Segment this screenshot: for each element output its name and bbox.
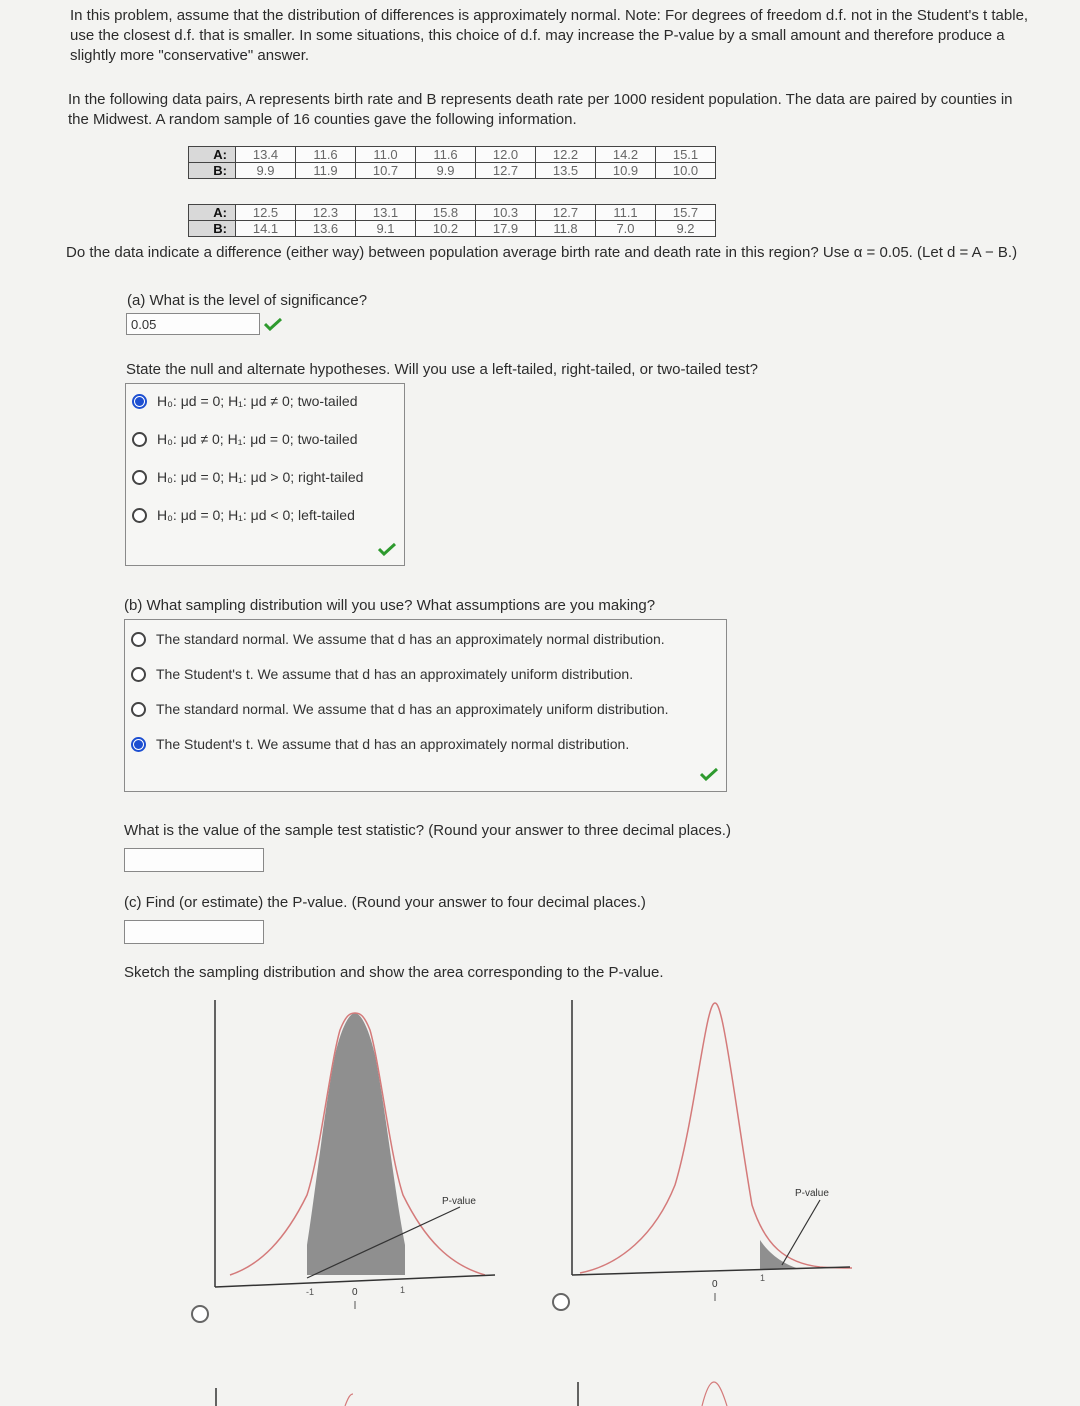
- table-cell: 11.6: [416, 147, 476, 163]
- table-cell: 12.2: [536, 147, 596, 163]
- option-label: The Student's t. We assume that d has an approximately uniform distribution.: [156, 666, 634, 682]
- test-statistic-input[interactable]: [124, 848, 264, 872]
- sampling-graph-1: [190, 995, 510, 1325]
- tick-label: 1: [760, 1273, 766, 1283]
- radio-button[interactable]: [131, 702, 146, 717]
- option-label: The standard normal. We assume that d has an approximately normal distribution.: [156, 631, 665, 647]
- significance-input[interactable]: 0.05: [126, 313, 260, 335]
- table-cell: 9.1: [356, 221, 416, 237]
- radio-button-selected[interactable]: [132, 394, 147, 409]
- tick-label: 0: [712, 1279, 718, 1290]
- context-text: In the following data pairs, A represents birth rate and B represents death rate per 1000 resident population. The data are paired by counties in the Midwest. A random sample of 16 counties gave the following information.: [68, 91, 1013, 128]
- table-cell: 9.9: [236, 163, 296, 179]
- distribution-option-2[interactable]: [131, 666, 633, 682]
- question-text: Do the data indicate a difference (either way) between population average birth rate and death rate in this region? Use α = 0.05. (Let d = A − B.): [66, 244, 1018, 261]
- option-label: H₀: μd = 0; H₁: μd ≠ 0; two-tailed: [157, 393, 358, 409]
- table-cell: 10.9: [596, 163, 656, 179]
- row-label-b: B:: [189, 221, 236, 237]
- distribution-option-3[interactable]: [131, 701, 669, 717]
- table-cell: 10.0: [656, 163, 716, 179]
- distribution-option-1[interactable]: [131, 631, 665, 647]
- option-label: The standard normal. We assume that d has an approximately uniform distribution.: [156, 701, 669, 717]
- table-cell: 15.8: [416, 205, 476, 221]
- table-cell: 14.1: [236, 221, 296, 237]
- table-cell: 15.7: [656, 205, 716, 221]
- test-statistic-prompt: What is the value of the sample test statistic? (Round your answer to three decimal places.): [124, 822, 731, 839]
- graph-2-radio[interactable]: [552, 1293, 570, 1311]
- x-axis: [572, 1267, 850, 1275]
- part-b-prompt: (b) What sampling distribution will you use? What assumptions are you making?: [124, 597, 656, 614]
- table-cell: 12.3: [296, 205, 356, 221]
- table-cell: 13.6: [296, 221, 356, 237]
- hypothesis-option-4[interactable]: [132, 507, 355, 523]
- table-cell: 12.7: [536, 205, 596, 221]
- shaded-region: [307, 1013, 405, 1275]
- intro-text: In this problem, assume that the distribution of differences is approximately normal. Note: For degrees of freedom d.f. not in the Student's t table, use the closest d.f. that is smaller. In some situations, this choice of d.f. may increase the P-value by a small amount and therefore produce a slightly more "conservative" answer.: [70, 7, 1029, 64]
- hypothesis-option-2[interactable]: [132, 431, 357, 447]
- table-cell: 14.2: [596, 147, 656, 163]
- graph-1-radio[interactable]: [191, 1305, 209, 1323]
- table-cell: 9.9: [416, 163, 476, 179]
- table-cell: 11.6: [296, 147, 356, 163]
- table-cell: 11.1: [596, 205, 656, 221]
- p-value-input[interactable]: [124, 920, 264, 944]
- sketch-prompt: Sketch the sampling distribution and show the area corresponding to the P-value.: [124, 964, 664, 981]
- hypothesis-option-1[interactable]: [132, 393, 357, 409]
- x-axis: [215, 1275, 495, 1287]
- table-cell: 7.0: [596, 221, 656, 237]
- hypothesis-option-3[interactable]: [132, 469, 363, 485]
- table-cell: 13.4: [236, 147, 296, 163]
- data-table-1: [188, 146, 716, 179]
- table-cell: 17.9: [476, 221, 536, 237]
- table-cell: 12.0: [476, 147, 536, 163]
- option-label: H₀: μd ≠ 0; H₁: μd = 0; two-tailed: [157, 431, 358, 447]
- table-cell: 13.1: [356, 205, 416, 221]
- radio-button[interactable]: [131, 667, 146, 682]
- option-label: H₀: μd = 0; H₁: μd > 0; right-tailed: [157, 469, 364, 485]
- p-value-label: P-value: [442, 1196, 476, 1207]
- table-cell: 12.7: [476, 163, 536, 179]
- row-label-b: B:: [189, 163, 236, 179]
- table-cell: 10.3: [476, 205, 536, 221]
- part-a-label: (a) What is the level of significance?: [127, 292, 368, 309]
- check-icon: [264, 317, 282, 331]
- check-icon: [378, 542, 396, 556]
- table-cell: 9.2: [656, 221, 716, 237]
- row-label-a: A:: [189, 205, 236, 221]
- hypotheses-prompt: State the null and alternate hypotheses. Will you use a left-tailed, right-tailed, or two-tailed test?: [126, 361, 759, 378]
- radio-button[interactable]: [132, 508, 147, 523]
- tick-label: 0: [352, 1287, 358, 1298]
- tick-label: 1: [400, 1285, 406, 1295]
- next-graphs-partial: [200, 1380, 760, 1406]
- tick-label: -1: [306, 1287, 315, 1297]
- radio-button[interactable]: [132, 470, 147, 485]
- part-c-prompt: (c) Find (or estimate) the P-value. (Round your answer to four decimal places.): [124, 894, 646, 911]
- radio-button-selected[interactable]: [131, 737, 146, 752]
- table-cell: 10.2: [416, 221, 476, 237]
- check-icon: [700, 767, 718, 781]
- table-cell: 12.5: [236, 205, 296, 221]
- option-label: H₀: μd = 0; H₁: μd < 0; left-tailed: [157, 507, 355, 523]
- table-cell: 15.1: [656, 147, 716, 163]
- distribution-curve: [580, 1003, 852, 1273]
- distribution-option-4[interactable]: [131, 736, 629, 752]
- sampling-graph-2: [560, 995, 860, 1325]
- radio-button[interactable]: [132, 432, 147, 447]
- table-cell: 11.0: [356, 147, 416, 163]
- option-label: The Student's t. We assume that d has an approximately normal distribution.: [156, 736, 630, 752]
- p-value-label: P-value: [795, 1188, 829, 1199]
- table-cell: 11.9: [296, 163, 356, 179]
- p-value-pointer: [782, 1200, 820, 1265]
- table-cell: 10.7: [356, 163, 416, 179]
- radio-button[interactable]: [131, 632, 146, 647]
- table-cell: 11.8: [536, 221, 596, 237]
- table-cell: 13.5: [536, 163, 596, 179]
- row-label-a: A:: [189, 147, 236, 163]
- data-table-2: [188, 204, 716, 237]
